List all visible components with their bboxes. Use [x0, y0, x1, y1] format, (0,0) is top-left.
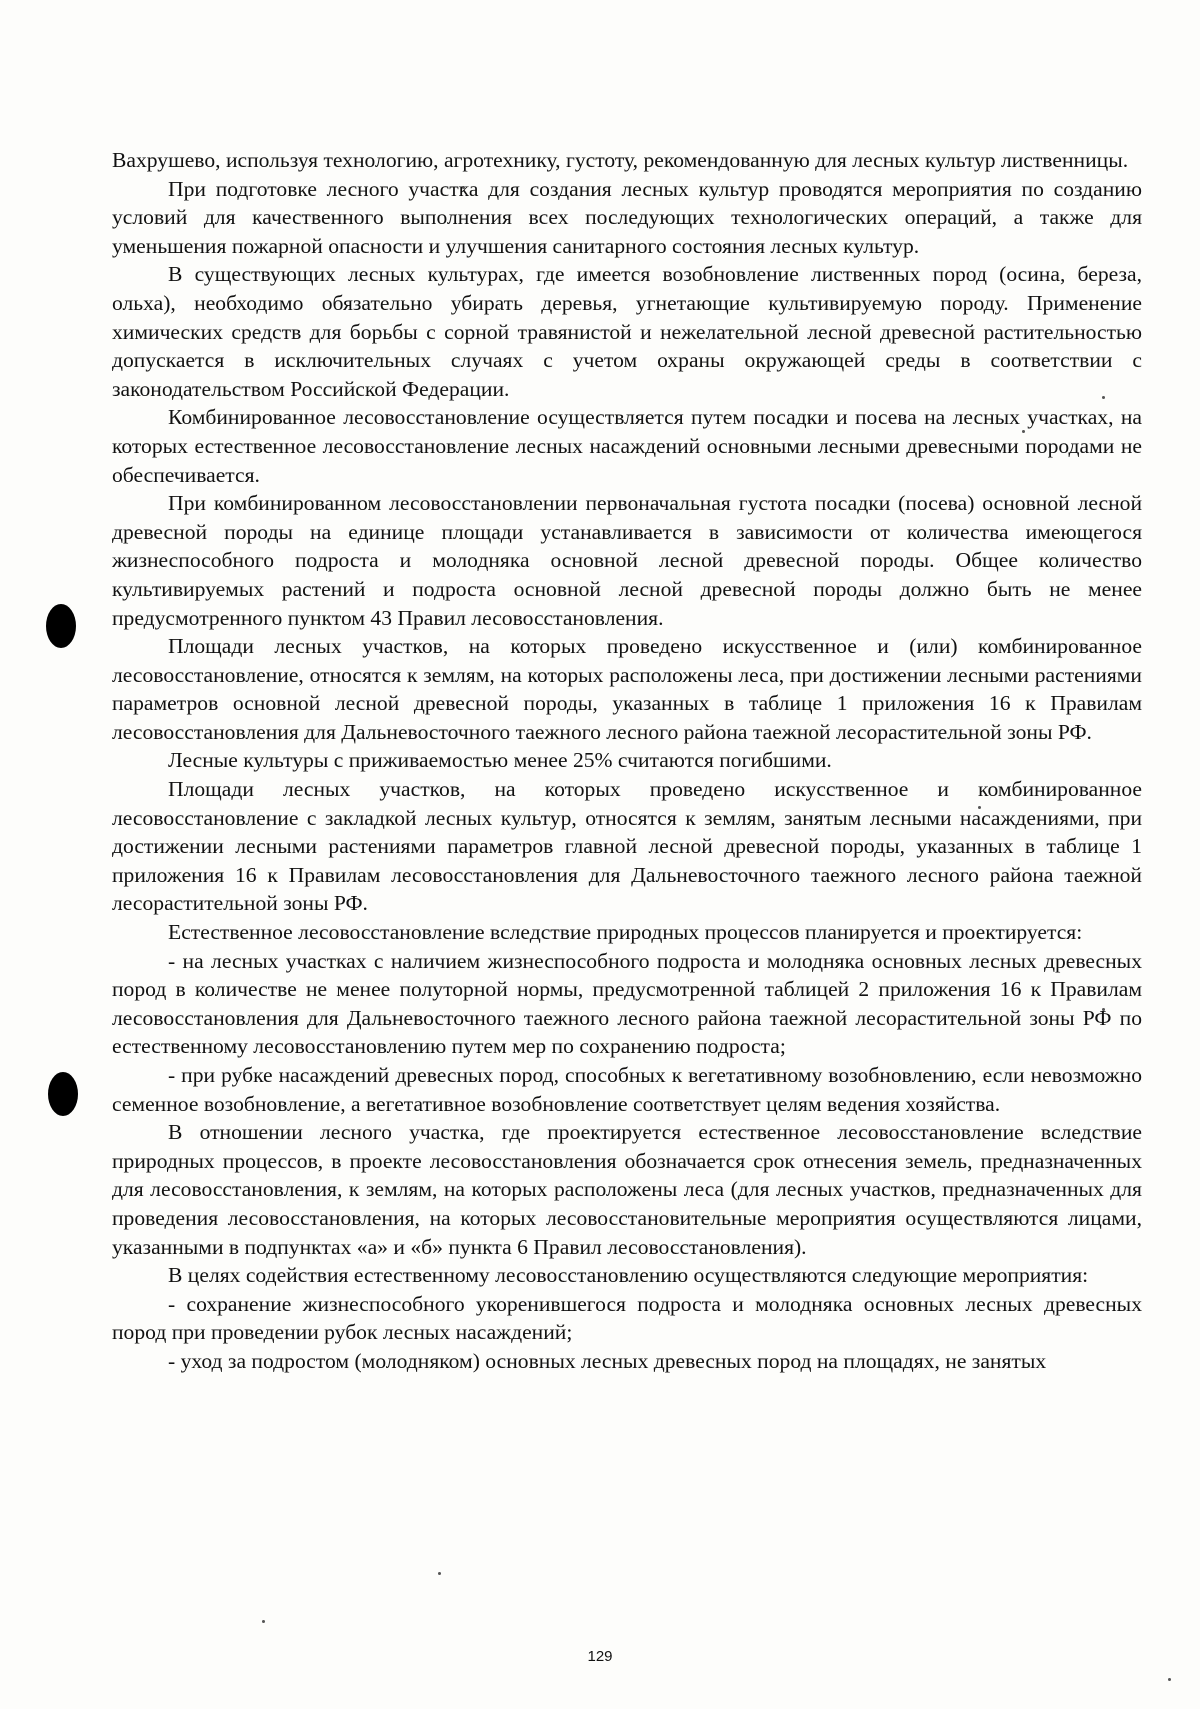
scan-speck	[262, 1620, 265, 1623]
paragraph: - при рубке насаждений древесных пород, способных к вегетативному возобновлению, если невозможно семенное возобновление, а вегетативное возобновление соответствует целям ведения хозяйства.	[112, 1063, 1142, 1116]
paragraph: - сохранение жизнеспособного укоренившегося подроста и молодняка основных лесных древесных пород при проведении рубок лесных насаждений;	[112, 1291, 1142, 1345]
page-number: 129	[587, 1648, 613, 1665]
paragraph: Площади лесных участков, на которых проведено искусственное и (или) комбинированное лесовосстановление, относятся к землям, на которых расположены леса, при достижении лесными растениями параметров основной лесной древесной породы, указанных в таблице 1 приложения 16 к Правилам лесовосстановления для Дальневосточного таежного лесного района таежной лесорастительной зоны РФ.	[112, 634, 1142, 744]
paragraph: В существующих лесных культурах, где имеется возобновление лиственных пород (осина, береза, ольха), необходимо обязательно убирать деревья, угнетающие культивируемую породу. Применение химических средств для борьбы с сорной травянистой и нежелательной лесной древесной растительностью допускается в исключительных случаях с учетом охраны окружающей среды в соответствии с законодательством Российской Федерации.	[112, 262, 1142, 401]
paragraph: - на лесных участках с наличием жизнеспособного подроста и молодняка основных лесных древесных пород в количестве не менее полуторной нормы, предусмотренной таблицей 2 приложения 16 к Правилам лесовосстановления для Дальневосточного таежного лесного района таежной лесорастительной зоны РФ по естественному лесовосстановлению путем мер по сохранению подроста;	[112, 948, 1142, 1059]
scan-speck	[1168, 1678, 1171, 1681]
paragraph: В целях содействия естественному лесовосстановлению осуществляются следующие мероприятия:	[168, 1263, 1089, 1288]
document-body	[112, 146, 1142, 1376]
scan-speck	[438, 1572, 441, 1575]
paragraph: Комбинированное лесовосстановление осуществляется путем посадки и посева на лесных участках, на которых естественное лесовосстановление лесных насаждений основными лесными древесными породами не обеспечивается.	[112, 405, 1142, 487]
paragraph: Вахрушево, используя технологию, агротехнику, густоту, рекомендованную для лесных культур лиственницы.	[112, 148, 1129, 172]
paragraph: Лесные культуры с приживаемостью менее 25% считаются погибшими.	[168, 748, 832, 773]
punch-hole	[48, 1072, 78, 1116]
paragraph: Естественное лесовосстановление вследствие природных процессов планируется и проектируется:	[168, 920, 1083, 945]
paragraph: При подготовке лесного участка для создания лесных культур проводятся мероприятия по созданию условий для качественного выполнения всех последующих технологических операций, а также для уменьшения пожарной опасности и улучшения санитарного состояния лесных культур.	[112, 176, 1142, 258]
punch-hole	[46, 604, 76, 648]
paragraph: При комбинированном лесовосстановлении первоначальная густота посадки (посева) основной лесной древесной породы на единице площади устанавливается в зависимости от количества имеющегося жизнеспособного подроста и молодняка основной лесной древесной породы. Общее количество культивируемых растений и подроста основной лесной древесной породы должно быть не менее предусмотренного пунктом 43 Правил лесовосстановления.	[112, 491, 1142, 630]
paragraph: Площади лесных участков, на которых проведено искусственное и комбинированное лесовосстановление с закладкой лесных культур, относятся к землям, занятым лесными насаждениями, при достижении лесными растениями параметров главной лесной древесной породы, указанных в таблице 1 приложения 16 к Правилам лесовосстановления для Дальневосточного таежного лесного района таежной лесорастительной зоны РФ.	[112, 777, 1142, 916]
paragraph: - уход за подростом (молодняком) основных лесных древесных пород на площадях, не занятых	[168, 1348, 1047, 1373]
paragraph: В отношении лесного участка, где проектируется естественное лесовосстановление вследствие природных процессов, в проекте лесовосстановления обозначается срок отнесения земель, предназначенных для лесовосстановления, к землям, на которых расположены леса (для лесных участков, предназначенных для проведения лесовосстановления, на которых лесовосстановительные мероприятия осуществляются лицами, указанными в подпунктах «а» и «б» пункта 6 Правил лесовосстановления).	[112, 1120, 1142, 1259]
